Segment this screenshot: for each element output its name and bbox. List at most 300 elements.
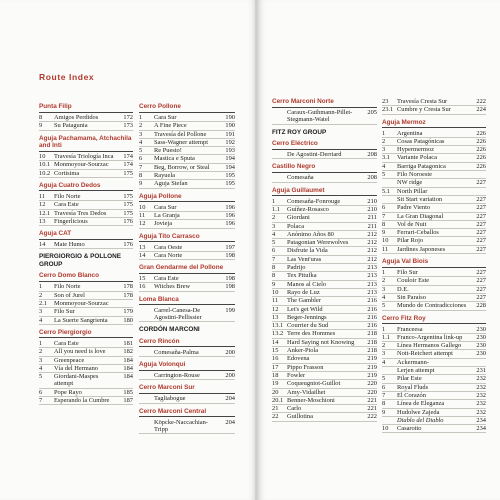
route-name: Comesaña-Fonrouge <box>287 197 341 205</box>
route-page: 212 <box>367 239 377 247</box>
route-row <box>382 342 486 350</box>
route-name: Beger-Jennings <box>287 313 327 321</box>
route-name: Re Puesto! <box>154 147 182 155</box>
route-page: 224 <box>476 106 486 114</box>
route-number: 7 <box>272 255 276 263</box>
route-name: Cara Este <box>54 201 79 209</box>
route-row <box>382 350 486 358</box>
route-number: 12.1 <box>39 209 51 217</box>
route-page: 227 <box>476 269 486 277</box>
route-number: 1 <box>39 283 43 291</box>
route-number: 10.2 <box>39 169 51 177</box>
heading-rule <box>139 304 235 305</box>
route-page: 231 <box>476 367 486 375</box>
route-name: Filo Norte <box>54 192 81 200</box>
heading-rule <box>139 393 235 394</box>
route-number: 7 <box>382 212 386 220</box>
route-page: 213 <box>367 272 377 280</box>
route-row <box>272 198 377 206</box>
route-number: 11 <box>39 192 46 200</box>
route-page: 232 <box>476 400 486 408</box>
route-name: Vol de Nuit <box>397 220 427 228</box>
group-heading: PIERGIORGIO & POLLONE GROUP <box>39 253 122 268</box>
area-heading: Aguja Guillaumet <box>272 186 325 194</box>
route-name: Las Vent'uras <box>287 255 322 263</box>
route-name: Cara Sur <box>154 114 177 121</box>
route-page: 194 <box>225 163 235 171</box>
route-row <box>272 206 377 214</box>
route-row <box>139 252 235 260</box>
route-number: 14 <box>272 338 279 346</box>
route-number: 1 <box>272 197 276 205</box>
route-row <box>139 419 235 435</box>
route-name: Padre Viento <box>397 204 431 212</box>
route-row <box>272 272 377 280</box>
route-name: Disfrute la Vida <box>287 247 328 255</box>
route-row <box>272 174 377 182</box>
route-row <box>272 330 377 338</box>
route-name: Benner-Moschioni <box>287 396 335 404</box>
route-number: 4 <box>382 293 386 301</box>
route-page: 196 <box>225 220 235 228</box>
route-row <box>139 131 235 139</box>
heading-rule <box>382 127 486 128</box>
route-name: Mundo de Contradicciones <box>397 302 467 310</box>
route-number: 6 <box>382 383 386 391</box>
route-number: 2 <box>139 122 143 130</box>
area-heading: Aguja Pachamama, Atchachila and Inti <box>39 134 132 150</box>
route-number: 8 <box>272 264 276 272</box>
route-row <box>272 364 377 372</box>
route-name: Argentina <box>397 129 423 137</box>
route-row <box>382 375 486 383</box>
route-row <box>382 130 486 138</box>
route-number: 3 <box>382 285 386 293</box>
route-name: Manos al Cielo <box>287 280 327 288</box>
route-name: Filo Sur <box>397 269 418 277</box>
route-name: La Gran Diagonal <box>397 212 444 220</box>
area-heading: Gran Gendarme del Pollone <box>139 264 224 272</box>
route-number: 12 <box>139 220 146 228</box>
route-page: 218 <box>367 330 377 338</box>
route-page: 184 <box>123 356 133 364</box>
route-row <box>39 193 133 201</box>
route-page: 227 <box>476 212 486 220</box>
route-page: 220 <box>367 388 377 396</box>
route-page: 226 <box>476 162 486 170</box>
route-number: 7 <box>382 391 386 399</box>
route-page: 230 <box>476 325 486 333</box>
route-row <box>382 138 486 146</box>
page-title: Route Index <box>39 72 95 82</box>
route-page: 200 <box>225 348 235 356</box>
heading-rule <box>139 416 235 417</box>
route-page: 213 <box>367 288 377 296</box>
route-number: 22 <box>272 413 279 421</box>
route-page: 234 <box>476 416 486 424</box>
route-name: Ferrari-Ceballos <box>397 229 439 237</box>
route-row <box>382 213 486 221</box>
route-row <box>382 277 486 285</box>
route-name: North Pillar <box>397 187 428 195</box>
route-name: Filo Noroeste <box>397 171 432 179</box>
route-name: Hard Saying not Knowing <box>287 338 355 346</box>
route-name: Línea Hermanos Gallego <box>397 342 462 350</box>
route-number: 5 <box>382 302 386 310</box>
route-name: Sass-Wagner attempt <box>154 138 208 146</box>
route-number: 1 <box>382 129 386 137</box>
area-heading: Cerro Eléctrico <box>272 140 318 148</box>
route-page: 213 <box>367 264 377 272</box>
route-row <box>272 264 377 272</box>
area-heading: Aguja Tito Carrasco <box>139 232 200 240</box>
route-name: Coqueugniot-Guillot <box>287 380 341 388</box>
route-row <box>382 367 486 375</box>
route-name: De Agostini-Derriard <box>287 151 342 159</box>
route-row <box>139 155 235 163</box>
route-row <box>272 355 377 363</box>
route-number: 4 <box>139 138 143 146</box>
route-page: 226 <box>476 129 486 137</box>
route-page: 226 <box>476 137 486 145</box>
route-number: 8 <box>139 172 143 180</box>
area-heading: Aguja Val Biois <box>382 258 429 266</box>
route-page: 190 <box>225 114 235 121</box>
route-page: 190 <box>225 122 235 130</box>
route-number: 9 <box>39 122 43 130</box>
route-number: 6 <box>272 247 276 255</box>
route-page: 185 <box>123 388 133 396</box>
route-name: Cumbre y Cresta Sur <box>397 106 451 114</box>
area-heading: Cerro Marconi Central <box>139 407 207 415</box>
heading-rule <box>39 112 133 113</box>
route-row <box>382 221 486 229</box>
heading-rule <box>139 241 235 242</box>
route-row <box>39 292 133 300</box>
route-number: 6 <box>382 204 386 212</box>
route-page: 181 <box>123 339 133 347</box>
route-page: 227 <box>476 237 486 245</box>
route-page: 227 <box>476 229 486 237</box>
route-row <box>382 269 486 277</box>
route-page: 175 <box>123 209 133 217</box>
route-number: 1 <box>39 339 43 347</box>
route-number: 11 <box>272 297 279 305</box>
route-name: Tex Pitufka <box>287 272 317 280</box>
route-row <box>382 204 486 212</box>
route-page: 200 <box>225 372 235 380</box>
route-name: Filo Sur <box>54 308 75 316</box>
route-row <box>39 201 133 209</box>
route-row <box>382 425 486 433</box>
route-name: Tagliabogue <box>154 395 186 403</box>
route-number: 12 <box>39 201 46 209</box>
route-page: 232 <box>476 383 486 391</box>
route-name: Franco-Argentina link-up <box>397 333 463 341</box>
route-number: 9 <box>382 229 386 237</box>
route-number: 10.1 <box>39 161 51 169</box>
route-page: 191 <box>225 130 235 138</box>
route-row <box>272 389 377 397</box>
route-number: 17 <box>272 363 279 371</box>
route-name: Greenpeace <box>54 356 85 364</box>
route-row <box>139 172 235 180</box>
route-row <box>382 196 486 204</box>
route-name: Travesía del Pollone <box>154 130 207 138</box>
route-name: Sin Paraíso <box>397 293 426 301</box>
route-number: 13 <box>139 243 146 251</box>
route-page: 178 <box>123 291 133 299</box>
route-row <box>139 114 235 122</box>
heading-rule <box>39 337 133 338</box>
route-number: 10 <box>382 425 389 433</box>
route-name: Mastica e Sputa <box>154 155 195 163</box>
route-row <box>39 365 133 373</box>
route-number: 13 <box>272 313 279 321</box>
route-page: 175 <box>123 169 133 177</box>
route-name: Vía del Hermano <box>54 364 99 372</box>
route-row <box>39 357 133 365</box>
route-row <box>382 286 486 294</box>
route-row <box>382 392 486 400</box>
route-row <box>39 397 133 405</box>
route-row <box>39 218 133 226</box>
group-heading: CORDÓN MARCONI <box>139 326 200 334</box>
heading-rule <box>139 201 235 202</box>
route-row <box>139 180 235 188</box>
route-row <box>139 212 235 220</box>
route-page: 210 <box>367 197 377 205</box>
route-page: 218 <box>367 338 377 346</box>
route-page: 227 <box>476 285 486 293</box>
area-heading: Cerro Fitz Roy <box>382 314 426 322</box>
route-number: 5.1 <box>382 187 390 195</box>
route-row <box>382 98 486 106</box>
route-number: 3 <box>382 350 386 358</box>
route-name: Aguja Stefan <box>154 180 188 188</box>
route-name: Let's get Wild <box>287 305 323 313</box>
heading-rule <box>39 151 133 152</box>
route-name: Ackermann- <box>397 358 429 366</box>
route-name: Travesía Triología Inca <box>54 153 114 161</box>
route-page: 195 <box>225 172 235 180</box>
route-page: 228 <box>476 302 486 310</box>
route-number: 16 <box>272 355 279 363</box>
route-page: 198 <box>225 283 235 291</box>
route-name: Rayo de Luz <box>287 288 320 296</box>
route-row <box>382 188 486 196</box>
route-number: 1 <box>139 114 143 121</box>
route-name: Sit Start variation <box>397 195 443 203</box>
route-number: 5 <box>382 375 386 383</box>
route-row <box>382 154 486 162</box>
route-page: 216 <box>367 322 377 330</box>
route-row <box>39 210 133 218</box>
route-row <box>139 204 235 212</box>
route-row <box>39 161 133 169</box>
route-page: 175 <box>123 201 133 209</box>
area-heading: Cerro Rincón <box>139 337 180 345</box>
route-number: 19 <box>272 380 279 388</box>
route-number: 9 <box>272 280 276 288</box>
route-row <box>139 139 235 147</box>
group-heading: FITZ ROY GROUP <box>272 128 327 136</box>
route-number: 23 <box>382 98 389 105</box>
route-number: 1.1 <box>382 333 390 341</box>
heading-rule <box>382 323 486 324</box>
route-row <box>39 241 133 249</box>
route-page: 211 <box>367 222 377 230</box>
route-number: 8 <box>272 272 276 280</box>
route-name: Casarotto <box>397 425 422 433</box>
route-number: 5 <box>139 147 143 155</box>
route-page: 216 <box>367 305 377 313</box>
index-column-4 <box>382 98 486 433</box>
route-name: Diablo del Diablo <box>397 416 444 424</box>
route-page: 212 <box>367 247 377 255</box>
route-number: 10 <box>272 288 279 296</box>
route-number: 10 <box>39 153 46 161</box>
route-name: Pope Rayo <box>54 388 82 396</box>
route-row <box>39 283 133 291</box>
route-name: Carrel-Canesa-De Agostini-Pellissier <box>154 306 202 322</box>
route-row <box>272 347 377 355</box>
route-number: 3 <box>39 308 43 316</box>
route-row <box>39 317 133 325</box>
area-heading: Aguja CAT <box>39 230 72 238</box>
route-number: 15 <box>139 275 146 283</box>
route-name: Caraux-Guthmann-Pillet-Stegmann-Watel <box>287 109 353 124</box>
area-heading: Cerro Domo Blanco <box>39 272 100 280</box>
route-row <box>39 170 133 178</box>
route-page: 178 <box>123 283 133 291</box>
route-page: 205 <box>367 109 377 116</box>
route-row <box>39 308 133 316</box>
route-page: 227 <box>476 204 486 212</box>
route-number: 10 <box>382 237 389 245</box>
route-name: Nott-Reichert attempt <box>397 350 453 358</box>
route-page: 176 <box>123 217 133 225</box>
route-page: 193 <box>225 147 235 155</box>
route-number: 10 <box>139 203 146 211</box>
route-name: NW ridge <box>397 179 423 187</box>
route-row <box>272 380 377 388</box>
route-page: 196 <box>225 211 235 219</box>
area-heading: Aguja Pollone <box>139 192 182 200</box>
index-column-2 <box>139 103 235 434</box>
route-name: Witches Brew <box>154 283 191 291</box>
route-number: 20 <box>272 388 279 396</box>
route-page: 227 <box>476 220 486 228</box>
route-number: 3 <box>139 130 143 138</box>
route-row <box>272 281 377 289</box>
route-name: A Fine Piece <box>154 122 187 130</box>
route-name: Cara Este <box>54 339 79 347</box>
route-name: Jardines Japoneses <box>397 245 446 253</box>
route-name: Carlo <box>287 405 302 413</box>
area-heading: Loma Blanca <box>139 295 179 303</box>
route-name: Fowler <box>287 371 306 379</box>
route-row <box>139 244 235 252</box>
route-row <box>139 220 235 228</box>
route-row <box>382 400 486 408</box>
route-page: 230 <box>476 342 486 350</box>
route-row <box>272 231 377 239</box>
route-page: 227 <box>476 195 486 203</box>
route-page: 230 <box>476 333 486 341</box>
route-name: Carrington-Rouse <box>154 372 200 380</box>
route-row <box>382 171 486 179</box>
route-row <box>382 146 486 154</box>
route-name: Monmoyour-Sourzac <box>54 300 109 308</box>
route-page: 210 <box>367 205 377 213</box>
route-name: Mate Humo <box>54 241 85 249</box>
route-number: 3.1 <box>382 154 390 162</box>
route-number: 15 <box>272 347 279 355</box>
route-page: 198 <box>225 275 235 283</box>
route-number: 14 <box>139 251 146 259</box>
route-name: La Suerte Sangrienta <box>54 316 108 324</box>
route-name: Cosas Patagónicas <box>397 137 445 145</box>
route-name: Monmoyour-Sourzac <box>54 161 109 169</box>
route-number: 3 <box>39 356 43 364</box>
heading-rule <box>382 267 486 268</box>
route-page: 218 <box>367 347 377 355</box>
route-name: Cara Oeste <box>154 243 183 251</box>
route-row <box>139 122 235 130</box>
route-page: 195 <box>225 180 235 188</box>
route-page: 227 <box>476 293 486 301</box>
route-row <box>382 417 486 425</box>
route-number: 4 <box>382 162 386 170</box>
route-row <box>272 214 377 222</box>
area-heading: Castillo Negro <box>272 163 316 171</box>
route-name: Pilar Rojo <box>397 237 424 245</box>
route-row <box>139 395 235 403</box>
route-page: 204 <box>225 395 235 403</box>
route-number: 5 <box>39 373 43 381</box>
route-name: Giordani-Maspes attempt <box>54 373 99 388</box>
route-number: 13.2 <box>272 330 284 338</box>
route-page: 197 <box>225 243 235 251</box>
route-page: 216 <box>367 297 377 305</box>
route-number: 1 <box>382 325 386 333</box>
route-name: Filo Norte <box>54 283 81 291</box>
route-number: 2 <box>39 291 43 299</box>
route-number: 7 <box>139 163 143 171</box>
route-page: 208 <box>367 151 377 159</box>
route-page: 192 <box>225 138 235 146</box>
route-number: 2 <box>272 214 276 222</box>
route-row <box>272 322 377 330</box>
route-number: 14 <box>39 241 46 249</box>
heading-rule <box>139 370 235 371</box>
route-page: 227 <box>476 277 486 285</box>
route-name: Su Patagunia <box>54 122 88 130</box>
route-number: 5 <box>272 239 276 247</box>
route-number: 1.1 <box>272 205 280 213</box>
route-page: 230 <box>476 350 486 358</box>
route-page: 232 <box>476 375 486 383</box>
route-page: 198 <box>225 251 235 259</box>
route-name: Fingerlicious <box>54 217 88 225</box>
route-row <box>382 294 486 302</box>
route-number: 8 <box>39 114 43 121</box>
route-row <box>272 413 377 421</box>
route-number: 9 <box>139 180 143 188</box>
route-page: 232 <box>476 408 486 416</box>
route-name: Köpcke-Naccachian-Tripp <box>154 418 208 434</box>
